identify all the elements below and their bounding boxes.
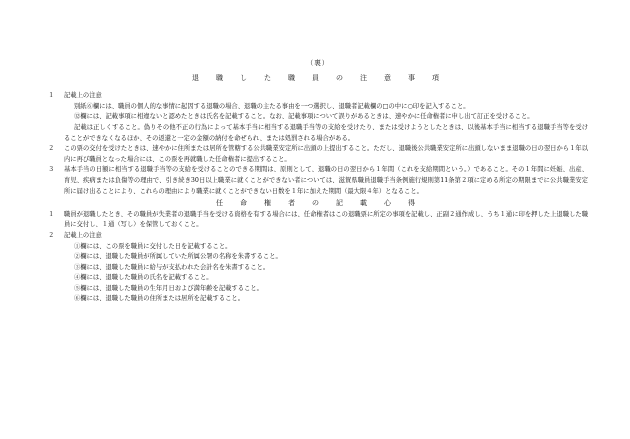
field-instructions-list xyxy=(48,242,588,306)
appointer-item-2-number: ２ xyxy=(48,231,55,239)
section-2-text: この票の交付を受けたときは、速やかに住所または居所を管轄する公共職業安定所に出頭の上提出すること。ただし、退職後公共職業安定所に出頭しないまま退職の日の翌日から１年以内に再び職員となった場合には、この票を再就職した任命権者に提出すること。 xyxy=(64,145,588,163)
section-3 xyxy=(48,165,588,197)
appointer-item-1-number: １ xyxy=(48,210,55,218)
field-instruction-item: ④欄には、退職した職員の氏名を記載すること。 xyxy=(74,274,213,282)
document-title: 退 職 し た 職 員 の 注 意 事 項 xyxy=(192,73,444,82)
appointer-item-1 xyxy=(48,210,588,231)
field-instruction-item: ⑥欄には、退職した職員の住所または居所を記載すること。 xyxy=(74,295,245,303)
appointer-guidelines-title: 任 命 権 者 の 記 載 心 得 xyxy=(216,199,420,208)
section-1-heading-text: 記載上の注意 xyxy=(64,92,102,100)
field-instruction-item: ①欄には、この票を職員に交付した日を記載すること。 xyxy=(74,242,232,250)
section-3-number: ３ xyxy=(48,166,55,174)
field-instruction-item: ②欄には、退職した職員が所属していた所属公署の名称を朱書すること。 xyxy=(74,253,282,261)
section-1-number: １ xyxy=(48,92,55,100)
appointer-item-1-text: 職員が退職したとき、その職員が失業者の退職手当を受ける資格を有する場合には、任命権者はこの退職票に所定の事項を記載し、正副２通作成し、うち１通に印を押した上退職した職員に交付し、１通（写し）を保管しておくこと。 xyxy=(64,210,588,229)
section-2 xyxy=(48,144,588,165)
field-instruction-item: ③欄には、退職した職員に給与が支払われた会計名を朱書すること。 xyxy=(74,263,270,271)
field-instruction-item: ⑤欄には、退職した職員の生年月日および満年齢を記載すること。 xyxy=(74,284,263,292)
section-2-number: ２ xyxy=(48,145,55,153)
appointer-item-2-heading-text: 記載上の注意 xyxy=(64,231,102,239)
section-1-paragraph-3: 記載は正しくすること。偽りその他不正の行為によって基本手当に相当する退職手当等の支給を受けたり、または受けようとしたときは、以後基本手当に相当する退職手当等を受けることができなくなるほか、その返還と一定の金額の納付を命ぜられ、または処罰される場合がある。 xyxy=(64,123,588,142)
section-1-heading xyxy=(48,91,588,102)
back-side-mark: （裏） xyxy=(306,59,330,67)
section-3-text: 基本手当の日額に相当する退職手当等の支給を受けることのできる期間は、原則として、退職の日の翌日から１年間（これを支給期間という。）であること。その１年間に妊娠、出産、育児、疾病または負傷等の理由で、引き続き30日以上職業に就くことができない者については、滋賀県職員退職手当条例施行規則第11条第２項に定める所定の期限までに公共職業安定所に届け出ることにより、これらの理由により職業に就くことができない日数を１年に加えた期間（最大限４年）となること。 xyxy=(64,166,588,195)
appointer-item-2-heading xyxy=(48,231,588,242)
section-1-paragraph-2: ⑫欄には、記載事項に相違ないと認めたときは氏名を記載すること。なお、記載事項について誤りがあるときは、速やかに任命権者に申し出て訂正を受けること。 xyxy=(74,113,534,121)
section-1-paragraph-1: 別紙⑥欄には、職員の個人的な事情に起因する退職の場合、退職の主たる事由を一つ選択し、退職者記載欄の□の中に○印を記入すること。 xyxy=(74,102,470,110)
